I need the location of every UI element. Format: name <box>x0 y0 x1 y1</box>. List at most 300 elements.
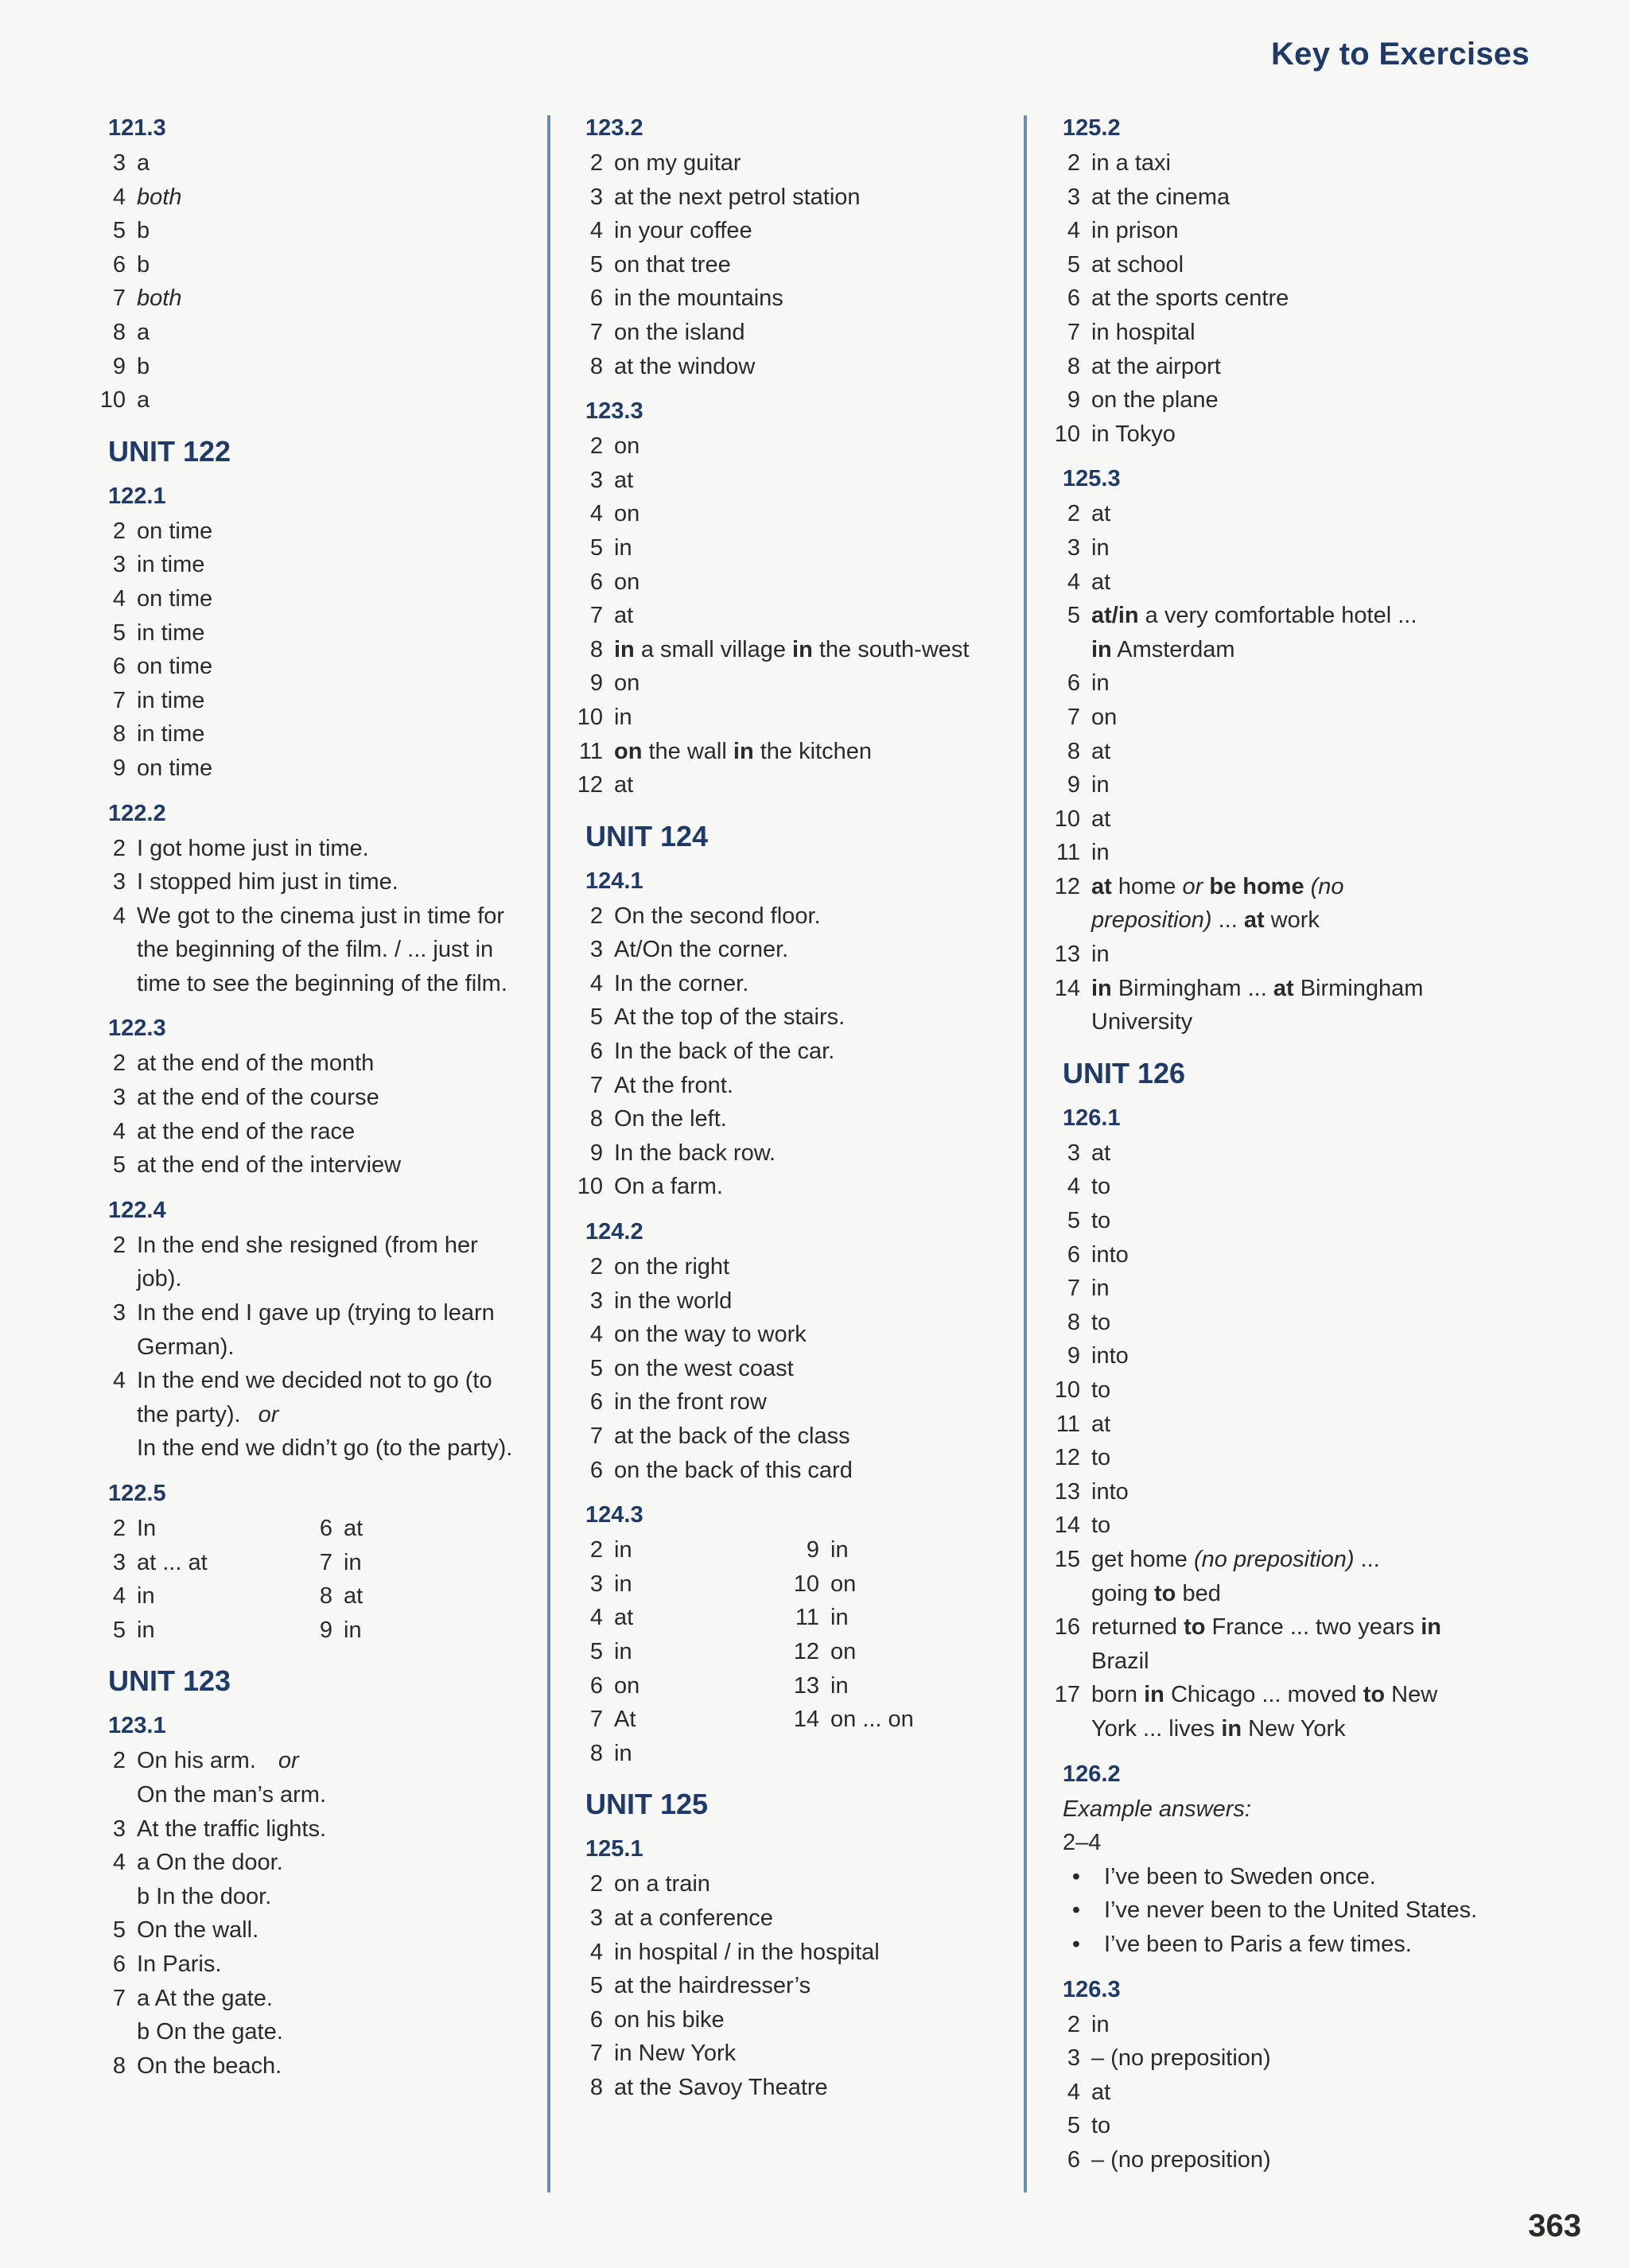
exercise-number: 125.2 <box>1063 115 1121 141</box>
answer-line <box>1048 1678 1478 1712</box>
answer-number: 9 <box>1067 387 1080 414</box>
answer-number: 6 <box>589 1672 603 1699</box>
answer-text: At <box>614 1707 636 1733</box>
answer-number: 3 <box>112 869 126 895</box>
answer-number: 8 <box>1067 738 1080 764</box>
answer-text <box>1091 1543 1478 1577</box>
answer-text: both <box>137 184 182 210</box>
answer-line <box>1048 282 1478 316</box>
answer-number: 4 <box>1067 2079 1080 2105</box>
exercise-number: 126.2 <box>1063 1761 1121 1787</box>
answer-line <box>571 1069 1001 1103</box>
answer-number: 10 <box>793 1571 819 1597</box>
answer-line <box>787 1533 994 1567</box>
answer-number: 3 <box>589 1571 603 1597</box>
answer-text: at <box>614 603 634 629</box>
answer-text: on <box>830 1638 857 1664</box>
answer-line <box>94 1546 301 1580</box>
answer-number: 11 <box>1056 1411 1080 1437</box>
unit-heading: UNIT 124 <box>585 819 709 852</box>
answer-text: at <box>1091 1140 1111 1166</box>
answer-number: 4 <box>112 1368 126 1394</box>
answer-text: In Paris. <box>137 1951 222 1977</box>
answer-text: On his arm. <box>137 1748 256 1774</box>
answer-number: 7 <box>589 1423 603 1449</box>
answer-line <box>571 2071 1001 2105</box>
continuation-text: job). <box>137 1266 182 1292</box>
answer-bold: to <box>1363 1682 1386 1708</box>
answer-plain: home <box>1111 873 1183 899</box>
answer-number: 6 <box>1067 285 1080 312</box>
answer-line <box>1048 146 1478 181</box>
answer-number: 9 <box>589 670 603 697</box>
unit-heading: UNIT 122 <box>108 434 231 468</box>
answer-text: – (no preposition) <box>1091 2146 1271 2173</box>
answer-text: At/On the corner. <box>614 937 789 963</box>
answer-text: in prison <box>1091 218 1179 244</box>
exercise-number: 122.4 <box>108 1197 166 1223</box>
answer-plain: ... <box>1211 907 1244 934</box>
answer-number: 16 <box>1054 1614 1080 1641</box>
answer-number: 4 <box>112 1583 126 1610</box>
answer-line <box>1048 2143 1478 2177</box>
answer-line <box>571 1567 787 1602</box>
answer-text: on the plane <box>1091 387 1219 414</box>
answer-bold: be home <box>1209 873 1304 899</box>
answer-continuation <box>1048 633 1478 667</box>
answer-line <box>1048 1272 1478 1306</box>
answer-line <box>94 1512 301 1546</box>
answer-line <box>94 1812 523 1847</box>
answer-line <box>94 1229 523 1263</box>
answer-text: in <box>1091 534 1110 561</box>
answer-line <box>571 1136 1001 1171</box>
answer-text: to <box>1091 1445 1111 1471</box>
answer-line <box>1048 565 1478 600</box>
answer-line <box>571 1669 787 1703</box>
continuation-text: the beginning of the film. / ... just in <box>137 937 494 963</box>
answer-number: 2 <box>112 518 126 544</box>
answer-number: 3 <box>1067 1140 1080 1166</box>
answer-italic: (no preposition) <box>1193 1546 1355 1572</box>
answer-number: 10 <box>1054 421 1080 447</box>
answer-line <box>571 701 1001 735</box>
answer-text: in your coffee <box>614 218 752 244</box>
answer-text: In the corner. <box>614 970 749 996</box>
answer-text: at the end of the month <box>137 1051 375 1077</box>
answer-line <box>1048 350 1478 384</box>
answer-plain: Chicago ... moved <box>1164 1682 1363 1708</box>
answer-text: on <box>614 501 640 527</box>
answer-column-2 <box>571 111 1001 2105</box>
answer-plain: the kitchen <box>753 738 872 764</box>
answer-text: at the sports centre <box>1091 285 1289 312</box>
answer-line <box>94 1364 523 1398</box>
answer-number: 8 <box>112 2052 126 2079</box>
answer-line <box>571 1601 787 1635</box>
answer-number: 8 <box>589 636 603 662</box>
answer-line <box>1048 417 1478 452</box>
answer-number: 6 <box>1067 670 1080 697</box>
answer-text: a On the door. <box>137 1850 283 1876</box>
answer-number: 3 <box>1067 2045 1080 2072</box>
answer-plain: bed <box>1176 1580 1221 1606</box>
answer-bold: at <box>1243 907 1265 934</box>
exercise-number: 125.1 <box>585 1836 643 1862</box>
answer-line <box>571 1635 787 1669</box>
answer-line <box>94 616 523 650</box>
answer-text: at the airport <box>1091 353 1221 379</box>
answer-line <box>1048 1339 1478 1373</box>
or-connector: or <box>278 1748 299 1774</box>
answer-bold: in <box>792 636 813 662</box>
answer-line <box>1048 181 1478 215</box>
answer-text: at school <box>1091 251 1184 278</box>
answer-line <box>1048 214 1478 248</box>
answer-text: in time <box>137 721 205 748</box>
answer-text: on time <box>137 585 213 612</box>
answer-line <box>1048 383 1478 417</box>
answer-text: in <box>1091 1276 1110 1302</box>
exercise-125-2-list <box>1048 146 1478 451</box>
answer-number: 7 <box>589 603 603 629</box>
answer-text: b <box>137 251 150 278</box>
answer-text: On the beach. <box>137 2052 282 2079</box>
answer-bold: in <box>733 738 754 764</box>
answer-line <box>301 1546 460 1580</box>
answer-text: in Tokyo <box>1091 421 1176 447</box>
answer-text: I got home just in time. <box>137 835 369 861</box>
answer-text: b <box>137 353 150 379</box>
answer-number: 6 <box>319 1516 332 1541</box>
answer-text: at <box>1091 569 1111 595</box>
answer-text: at the Savoy Theatre <box>614 2074 828 2100</box>
answer-text: in the mountains <box>614 285 783 312</box>
answer-number: 7 <box>1067 704 1080 730</box>
answer-number: 6 <box>112 1951 126 1977</box>
answer-continuation <box>94 1330 523 1365</box>
or-connector: or <box>258 1401 279 1427</box>
answer-line <box>94 1614 301 1648</box>
answer-bold: in <box>1091 975 1112 1001</box>
answer-number: 2 <box>112 1051 126 1077</box>
answer-line <box>787 1669 994 1703</box>
answer-number: 2 <box>589 903 603 929</box>
answer-text: On the wall. <box>137 1917 259 1944</box>
answer-line <box>1048 1204 1478 1238</box>
answer-line <box>94 1744 523 1778</box>
answer-text: In the end I gave up (trying to learn <box>137 1300 495 1326</box>
answer-number: 4 <box>1067 569 1080 595</box>
answer-text: to <box>1091 2113 1111 2139</box>
exercise-number: 126.1 <box>1063 1105 1121 1131</box>
answer-text: to <box>1091 1513 1111 1539</box>
page-header-title: Key to Exercises <box>1271 37 1530 72</box>
answer-plain: New <box>1385 1682 1438 1708</box>
answer-text: at the end of the race <box>137 1118 356 1144</box>
exercise-126-3-list <box>1048 2008 1478 2177</box>
answer-text: at <box>1091 738 1111 764</box>
answer-plain: Amsterdam <box>1111 636 1235 662</box>
answer-number: 4 <box>112 1850 126 1876</box>
answer-number: 13 <box>1054 1478 1080 1505</box>
answer-plain: a very comfortable hotel ... <box>1138 603 1417 629</box>
answer-line <box>94 1148 523 1183</box>
answer-number: 12 <box>1054 873 1080 899</box>
answer-text: At the traffic lights. <box>137 1816 327 1842</box>
answer-number: 5 <box>589 534 603 561</box>
answer-plain: Birmingham ... <box>1111 975 1273 1001</box>
answer-text: On the left. <box>614 1106 727 1132</box>
exercise-number: 124.2 <box>585 1219 643 1245</box>
answer-text: I stopped him just in time. <box>137 869 399 895</box>
answer-text: into <box>1091 1343 1129 1369</box>
answer-text: at the next petrol station <box>614 184 861 210</box>
answer-number: 4 <box>589 1939 603 1965</box>
answer-text: at <box>614 1605 634 1631</box>
answer-text: in <box>614 1537 632 1563</box>
answer-line <box>787 1703 994 1737</box>
answer-text: in <box>1091 670 1110 697</box>
answer-number: 5 <box>1067 1208 1080 1234</box>
answer-number: 7 <box>589 319 603 345</box>
answer-text: at <box>1091 1411 1111 1437</box>
answer-number: 10 <box>99 387 126 414</box>
answer-number: 9 <box>112 755 126 781</box>
answer-line <box>571 1454 1001 1488</box>
answer-number: 12 <box>577 772 603 798</box>
answer-line <box>94 316 523 350</box>
answer-text: in <box>1091 942 1110 968</box>
answer-number: 6 <box>1067 1241 1080 1268</box>
answer-line <box>1048 870 1478 904</box>
answer-line <box>1048 1408 1478 1442</box>
answer-number: 15 <box>1054 1546 1080 1572</box>
exercise-number: 123.1 <box>108 1713 166 1739</box>
answer-plain: get home <box>1091 1546 1194 1572</box>
answer-line <box>1048 531 1478 565</box>
answer-bold: in <box>1144 1682 1164 1708</box>
answer-text: on <box>614 433 640 460</box>
answer-line <box>571 1969 1001 2003</box>
answer-text: in <box>614 1638 632 1664</box>
answer-number: 2 <box>589 1254 603 1280</box>
answer-number: 7 <box>589 2041 603 2067</box>
answer-continuation: time to see the beginning of the film. <box>137 970 507 996</box>
answer-text: to <box>1091 1174 1111 1200</box>
answer-line <box>94 282 523 316</box>
answer-number: 4 <box>112 903 126 929</box>
answer-bold: on <box>614 738 643 764</box>
answer-line <box>1048 2076 1478 2110</box>
exercise-number: 126.3 <box>1063 1976 1121 2002</box>
answer-line <box>571 2037 1001 2071</box>
answer-number: 13 <box>793 1672 819 1699</box>
exercise-124-1-list <box>571 899 1001 1204</box>
exercise-124-3-grid <box>571 1533 1001 1770</box>
answer-number: 5 <box>589 1638 603 1664</box>
answer-text: on the west coast <box>614 1355 794 1381</box>
answer-number: 6 <box>589 1457 603 1483</box>
answer-number: 11 <box>1056 840 1080 866</box>
answer-text: on my guitar <box>614 150 741 176</box>
answer-number: 5 <box>112 1917 126 1944</box>
answer-number: 4 <box>589 218 603 244</box>
answer-bold: in <box>1091 636 1112 662</box>
exercise-number: 125.3 <box>1063 466 1121 492</box>
answer-number: 14 <box>1054 1513 1080 1539</box>
answer-text: We got to the cinema just in time for <box>137 903 505 929</box>
answer-continuation: University <box>1091 1009 1193 1035</box>
answer-text: in <box>344 1549 362 1575</box>
answer-number: 4 <box>589 1322 603 1348</box>
answer-number: 2 <box>589 433 603 460</box>
answer-line <box>571 1035 1001 1069</box>
answer-number: 8 <box>589 353 603 379</box>
answer-line <box>571 599 1001 633</box>
answer-continuation <box>94 1778 523 1812</box>
answer-number: 14 <box>793 1707 819 1733</box>
answer-plain: France ... two years <box>1205 1614 1421 1641</box>
answer-number: 3 <box>589 1905 603 1931</box>
answer-line <box>571 1901 1001 1936</box>
answer-line <box>1048 316 1478 350</box>
answer-number: 6 <box>112 654 126 680</box>
answer-number: 5 <box>112 218 126 244</box>
answer-text: at the back of the class <box>614 1423 850 1449</box>
answer-number: 13 <box>1054 942 1080 968</box>
answer-number: 7 <box>1067 1276 1080 1302</box>
answer-line <box>94 248 523 282</box>
answer-number: 2 <box>589 1537 603 1563</box>
exercise-122-4-list <box>94 1229 523 1466</box>
answer-line <box>1048 1543 1478 1577</box>
answer-column-3 <box>1048 111 1478 2177</box>
grid-left <box>94 1512 301 1647</box>
answer-text: a At the gate. <box>137 1985 273 2011</box>
answer-line <box>571 316 1001 350</box>
grid-right <box>787 1533 994 1770</box>
answer-text: in <box>614 704 632 730</box>
answer-bold: at <box>1091 873 1112 899</box>
answer-line <box>1048 599 1478 633</box>
answer-text: on that tree <box>614 251 731 278</box>
answer-number: 7 <box>112 1985 126 2011</box>
answer-plain: a small village <box>634 636 793 662</box>
answer-text: in <box>614 1571 632 1597</box>
answer-text: In the end she resigned (from her <box>137 1232 478 1258</box>
answer-line <box>94 1982 523 2016</box>
answer-text: on <box>1091 704 1118 730</box>
answer-number: 4 <box>112 1118 126 1144</box>
answer-text: on <box>614 569 640 595</box>
answer-line <box>1048 1441 1478 1475</box>
answer-text: in <box>1091 772 1110 798</box>
answer-number: 9 <box>1067 1343 1080 1369</box>
answer-text: into <box>1091 1478 1129 1505</box>
answer-bold: at <box>1273 975 1294 1001</box>
answer-text: both <box>137 285 182 312</box>
answer-number: 8 <box>589 1740 603 1766</box>
answer-line <box>94 350 523 384</box>
answer-line <box>94 899 523 934</box>
answer-number: 4 <box>1067 218 1080 244</box>
continuation-text: On the man’s arm. <box>137 1781 327 1808</box>
answer-number: 3 <box>589 467 603 493</box>
continuation-text: b On the gate. <box>137 2019 283 2045</box>
answer-plain: the wall <box>642 738 733 764</box>
answer-text: At the front. <box>614 1072 733 1098</box>
answer-number: 2 <box>589 150 603 176</box>
answer-line <box>1048 1170 1478 1204</box>
answer-number: 5 <box>1067 251 1080 278</box>
answer-bold: in <box>1221 1715 1242 1742</box>
answer-line <box>1048 1306 1478 1340</box>
answer-line <box>1048 2008 1478 2042</box>
answer-number: 10 <box>1054 1377 1080 1403</box>
answer-line <box>1048 735 1478 769</box>
answer-text: In the end we decided not to go (to <box>137 1368 492 1394</box>
bullet-item: • I’ve never been to the United States. <box>1048 1893 1478 1928</box>
answer-text <box>614 735 1001 769</box>
answer-number: 8 <box>112 721 126 748</box>
answer-line <box>94 650 523 684</box>
answer-bold: in <box>1421 1614 1441 1641</box>
column-divider <box>1024 115 1027 2192</box>
answer-number: 9 <box>319 1617 332 1643</box>
answer-text: at <box>1091 2079 1111 2105</box>
answer-text: In the back row. <box>614 1140 776 1166</box>
answer-number: 7 <box>589 1072 603 1098</box>
answer-text: in <box>614 534 632 561</box>
answer-number: 5 <box>1067 2113 1080 2139</box>
answer-number: 10 <box>577 704 603 730</box>
answer-number: 7 <box>1067 319 1080 345</box>
answer-number: 4 <box>112 184 126 210</box>
answer-text: into <box>1091 1241 1129 1268</box>
exercise-number: 122.5 <box>108 1481 166 1506</box>
answer-line <box>571 1284 1001 1318</box>
answer-number: 3 <box>589 184 603 210</box>
answer-text: in a taxi <box>1091 150 1171 176</box>
answer-plain: ... <box>1354 1546 1380 1572</box>
answer-line <box>94 684 523 718</box>
answer-text: on <box>614 1672 640 1699</box>
answer-line <box>571 768 1001 802</box>
answer-line <box>571 214 1001 248</box>
answer-text: on the back of this card <box>614 1457 853 1483</box>
answer-continuation: In the end we didn’t go (to the party). <box>137 1435 513 1462</box>
exercise-number: 123.3 <box>585 398 643 425</box>
answer-number: 6 <box>112 251 126 278</box>
answer-text: in the front row <box>614 1389 767 1416</box>
answer-text: at the cinema <box>1091 184 1230 210</box>
answer-line <box>94 582 523 616</box>
answer-line <box>571 1737 787 1771</box>
answer-plain: Birmingham <box>1293 975 1424 1001</box>
answer-line <box>1048 802 1478 837</box>
answer-text <box>1091 870 1478 904</box>
exercise-number: 122.2 <box>108 800 166 826</box>
answer-number: 3 <box>1067 184 1080 210</box>
answer-number: 3 <box>112 1300 126 1326</box>
answer-line <box>94 1948 523 1982</box>
answer-line <box>787 1601 994 1635</box>
exercise-124-2-list <box>571 1250 1001 1487</box>
answer-line <box>571 1170 1001 1204</box>
answer-number: 7 <box>112 687 126 713</box>
answer-number: 5 <box>112 1617 126 1643</box>
